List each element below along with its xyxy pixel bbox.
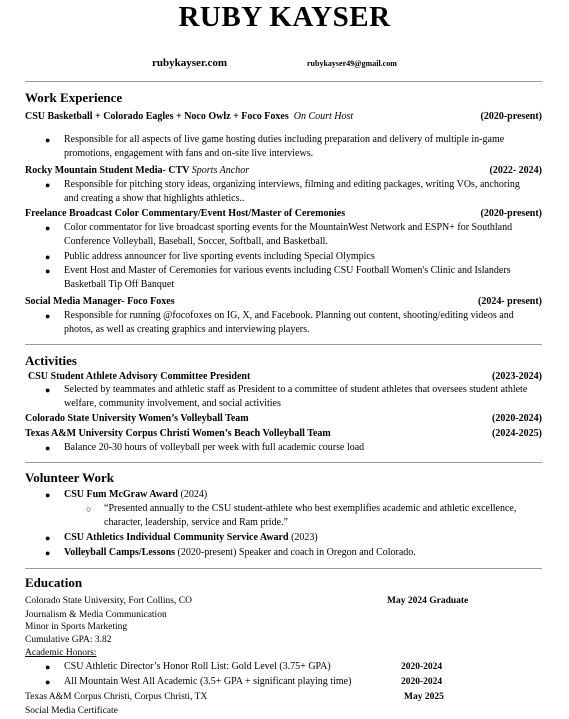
activity-heading (25, 427, 542, 440)
bullet-item (45, 309, 526, 338)
job-role: On Court Host (293, 111, 354, 122)
job-role: Sports Anchor (191, 165, 250, 176)
activity-date: (2023-2024) (492, 371, 542, 382)
school-line (25, 595, 542, 608)
bullet-icon: ● (45, 385, 51, 395)
school-name: Colorado State University, Fort Collins, CO (25, 596, 192, 606)
job-heading (25, 207, 542, 220)
bullet-text: Public address announcer for live sporting events including Special Olympics (64, 251, 375, 262)
job-heading (25, 110, 542, 123)
section-title-work: Work Experience (25, 90, 123, 105)
bullet-icon: ● (45, 223, 51, 233)
bullet-item (45, 221, 534, 250)
bullet-text: Responsible for pitching story ideas, organizing interviews, filming and editing packages, writing VOs, anchoring and creating a show that highlights athletics.. (64, 179, 520, 205)
activity-date: (2024-2025) (492, 428, 542, 439)
section-title-volunteer: Volunteer Work (25, 470, 114, 485)
bullet-item (45, 383, 536, 412)
bullet-icon: ● (45, 533, 51, 543)
activity-title: CSU Student Athlete Advisory Committee President (28, 371, 251, 382)
honors-label: Academic Honors: (25, 648, 97, 658)
award-detail: (2024) (177, 489, 208, 500)
activity-title: Colorado State University Women’s Volleyball Team (25, 413, 249, 424)
job-date: (2024- present) (478, 296, 542, 307)
honor-text: CSU Athletic Director’s Honor Roll List: Gold Level (3.75+ GPA) (64, 661, 331, 672)
divider (25, 568, 542, 569)
bullet-icon: ● (45, 548, 51, 558)
divider (25, 81, 542, 82)
volunteer-item (45, 531, 534, 545)
job-date: (2020-present) (480, 111, 542, 122)
job-title: Social Media Manager- Foco Foxes (25, 296, 175, 307)
job-date: (2022- 2024) (489, 165, 542, 176)
bullet-text: Responsible for all aspects of live game hosting duties including preparation and delivery of multiple in-game promotions, engagement with fans and on-site live interviews. (64, 134, 505, 160)
bullet-text: Responsible for running @focofoxes on IG, X, and Facebook. Planning out content, shooting/editing videos and photos, as well as creating graphics and interviewing players. (64, 310, 514, 336)
bullet-icon: ● (45, 180, 51, 190)
job-date: (2020-present) (480, 208, 542, 219)
circle-bullet-icon: ○ (86, 504, 92, 514)
award-detail: (2023) (288, 532, 318, 543)
resume-name: RUBY KAYSER (178, 1, 391, 33)
volunteer-subitem (86, 502, 524, 531)
bullet-item (45, 133, 524, 162)
bullet-icon: ● (45, 311, 51, 321)
activity-title: Texas A&M University Corpus Christi Women’s Beach Volleyball Team (25, 428, 331, 439)
bullet-text: Event Host and Master of Ceremonies for various events including CSU Football Women's Clinic and Islanders Basketball Tip Off Banquet (64, 265, 511, 291)
bullet-text: Balance 20-30 hours of volleyball per week with full academic course load (64, 442, 365, 453)
bullet-item (45, 250, 534, 264)
bullet-icon: ● (45, 252, 51, 262)
activity-heading (25, 412, 542, 425)
graduation-date: May 2025 (404, 692, 444, 702)
bullet-icon: ● (45, 135, 51, 145)
email-link[interactable]: rubykayser49@gmail.com (307, 59, 397, 68)
volunteer-item (45, 546, 534, 560)
job-title: Rocky Mountain Student Media- CTV (25, 165, 190, 176)
honor-text: All Mountain West All Academic (3.5+ GPA + significant playing time) (64, 676, 352, 687)
job-title: Freelance Broadcast Color Commentary/Event Host/Master of Ceremonies (25, 208, 346, 219)
job-heading (25, 164, 542, 177)
minor: Minor in Sports Marketing (25, 622, 128, 632)
award-quote: “Presented annually to the CSU student-athlete who best exemplifies academic and athletic excellence, character, leadership, service and Ram pride.” (104, 503, 517, 529)
honor-date: 2020-2024 (401, 662, 443, 672)
activity-heading (28, 370, 542, 383)
section-title-education: Education (25, 575, 83, 590)
bullet-text: Color commentator for live broadcast sporting events for the MountainWest Network and ESPN+ for Southland Conference Volleyball, Baseball, Soccer, Softball, and Basketball. (64, 222, 513, 248)
school-line (25, 691, 542, 704)
job-heading (25, 295, 542, 308)
bullet-text: Selected by teammates and athletic staff as President to a committee of student athletes that oversees student athlete welfare, community involvement, and social activities (64, 384, 528, 410)
certificate: Social Media Certificate (25, 706, 118, 716)
website-link[interactable]: rubykayser.com (152, 57, 228, 69)
bullet-icon: ● (45, 443, 51, 453)
section-title-activities: Activities (25, 353, 77, 368)
bullet-icon: ● (45, 677, 51, 687)
award-name: CSU Athletics Individual Community Service Award (64, 532, 289, 543)
divider (25, 344, 542, 345)
award-detail: (2020-present) Speaker and coach in Oregon and Colorado. (175, 547, 416, 558)
honor-date: 2020-2024 (401, 677, 443, 687)
bullet-icon: ● (45, 266, 51, 276)
bullet-item (45, 264, 534, 293)
award-name: CSU Fum McGraw Award (64, 489, 178, 500)
bullet-item (45, 441, 534, 455)
award-name: Volleyball Camps/Lessons (64, 547, 176, 558)
volunteer-item (45, 488, 534, 502)
bullet-icon: ● (45, 490, 51, 500)
school-name: Texas A&M Corpus Christi, Corpus Christi, TX (25, 692, 208, 702)
bullet-icon: ● (45, 662, 51, 672)
bullet-item (45, 178, 534, 207)
job-title: CSU Basketball + Colorado Eagles + Noco Owlz + Foco Foxes (25, 111, 289, 122)
gpa: Cumulative GPA: 3.82 (25, 635, 112, 645)
activity-date: (2020-2024) (492, 413, 542, 424)
graduation-date: May 2024 Graduate (387, 596, 469, 606)
divider (25, 462, 542, 463)
major: Journalism & Media Communication (25, 610, 167, 620)
